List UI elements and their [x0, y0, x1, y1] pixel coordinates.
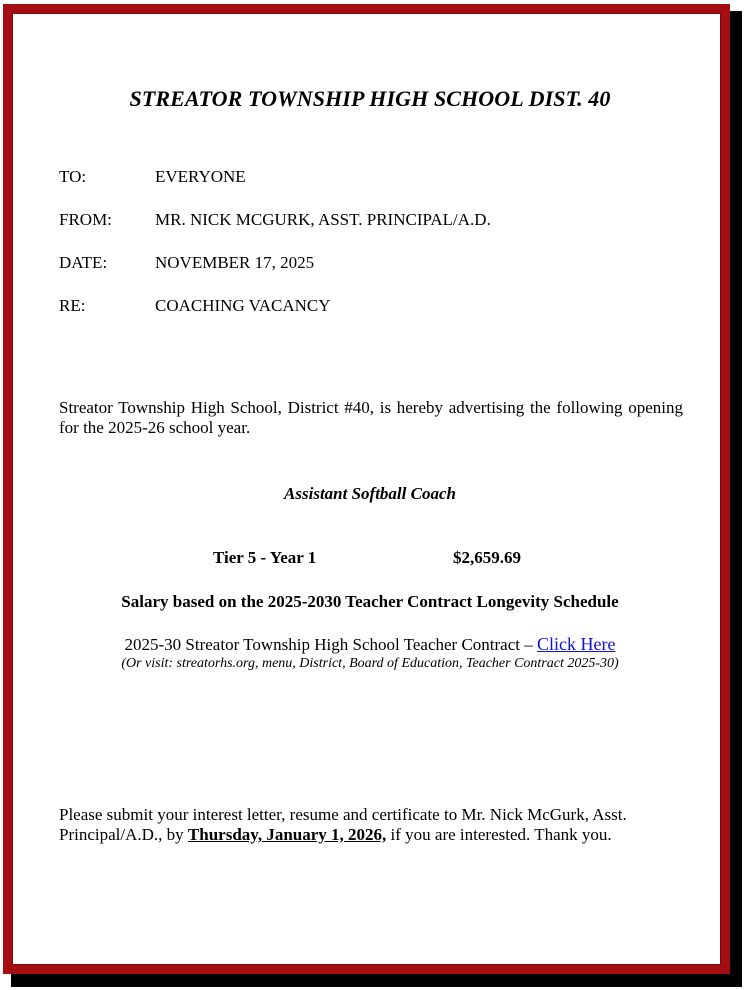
- tier-label: Tier 5 - Year 1: [213, 548, 317, 567]
- contract-link[interactable]: Click Here: [537, 634, 616, 654]
- visit-note: (Or visit: streatorhs.org, menu, District, Board of Education, Teacher Contract 2025-30): [121, 656, 619, 671]
- intro-paragraph: Streator Township High School, District #40, is hereby advertising the following opening for the 2025-26 school year.: [59, 398, 683, 437]
- salary-note: Salary based on the 2025-2030 Teacher Contract Longevity Schedule: [121, 592, 619, 611]
- contract-text: 2025-30 Streator Township High School Teacher Contract –: [124, 635, 537, 654]
- memo-from-label: FROM:: [59, 210, 112, 229]
- memo-re-label: RE:: [59, 296, 86, 315]
- deadline-date: Thursday, January 1, 2026,: [187, 825, 387, 844]
- closing-text: Please submit your interest letter, resume and certificate to Mr. Nick McGurk, Asst. Principal/A.D., by: [59, 805, 627, 844]
- memo-date-value: NOVEMBER 17, 2025: [155, 253, 315, 272]
- position-title: Assistant Softball Coach: [284, 484, 456, 503]
- memo-to-value: EVERYONE: [155, 167, 246, 186]
- memo-from-value: MR. NICK MCGURK, ASST. PRINCIPAL/A.D.: [155, 210, 491, 229]
- tier-amount: $2,659.69: [453, 548, 521, 567]
- memo-to-label: TO:: [59, 167, 87, 186]
- closing-paragraph: [59, 805, 683, 845]
- contract-line: [0, 634, 740, 655]
- memo-date-label: DATE:: [59, 253, 108, 272]
- memo-title: STREATOR TOWNSHIP HIGH SCHOOL DIST. 40: [129, 86, 611, 111]
- memo-re-value: COACHING VACANCY: [155, 296, 331, 315]
- closing-thanks: if you are interested. Thank you.: [386, 825, 612, 844]
